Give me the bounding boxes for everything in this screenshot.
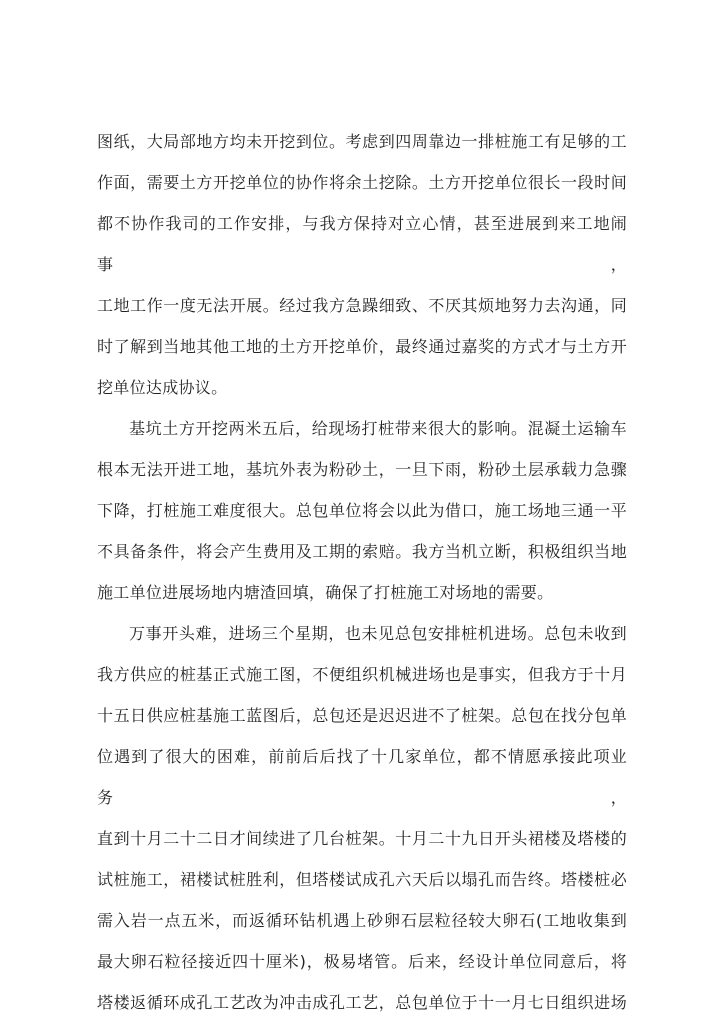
document-page xyxy=(97,121,627,1023)
text-line: 时了解到当地其他工地的土方开挖单价，最终通过嘉奖的方式才与土方开 xyxy=(97,337,627,356)
text-line: 最大卵石粒径接近四十厘米)，极易堵管。后来，经设计单位同意后，将 xyxy=(97,952,627,971)
text-line: 不具备条件，将会产生费用及工期的索赔。我方当机立断，积极组织当地 xyxy=(97,542,627,561)
text-line: 位遇到了很大的困难，前前后后找了十几家单位，都不情愿承接此项业务， xyxy=(97,747,627,807)
text-line: 直到十月二十二日才间续进了几台桩架。十月二十九日开头裙楼及塔楼的 xyxy=(97,829,627,848)
text-line: 十五日供应桩基施工蓝图后，总包还是迟迟进不了桩架。总包在找分包单 xyxy=(97,706,627,725)
text-line: 塔楼返循环成孔工艺改为冲击成孔工艺，总包单位于十一月七日组织进场 xyxy=(97,993,627,1012)
text-line: 我方供应的桩基正式施工图，不便组织机械进场也是事实，但我方于十月 xyxy=(97,665,627,684)
paragraph-1 xyxy=(97,121,627,408)
text-line: 试桩施工，裙楼试桩胜利，但塔楼试成孔六天后以塌孔而告终。塔楼桩必 xyxy=(97,870,627,889)
text-line: 图纸，大局部地方均未开挖到位。考虑到四周靠边一排桩施工有足够的工 xyxy=(97,132,627,151)
text-line: 作面，需要土方开挖单位的协作将余土挖除。土方开挖单位很长一段时间 xyxy=(97,173,627,192)
text-line: 工地工作一度无法开展。经过我方急躁细致、不厌其烦地努力去沟通，同 xyxy=(97,296,627,315)
text-line: 万事开头难，进场三个星期，也未见总包安排桩机进场。总包未收到 xyxy=(129,624,627,643)
paragraph-3 xyxy=(97,613,627,1023)
text-line: 根本无法开进工地，基坑外表为粉砂土，一旦下雨，粉砂土层承载力急骤 xyxy=(97,460,627,479)
text-line: 挖单位达成协议。 xyxy=(97,378,228,397)
text-line: 施工单位进展场地内塘渣回填，确保了打桩施工对场地的需要。 xyxy=(97,583,554,602)
text-line: 下降，打桩施工难度很大。总包单位将会以此为借口，施工场地三通一平 xyxy=(97,501,627,520)
text-line: 都不协作我司的工作安排，与我方保持对立心情，甚至进展到来工地闹事， xyxy=(97,214,627,274)
text-line: 基坑土方开挖两米五后，给现场打桩带来很大的影响。混凝土运输车 xyxy=(129,419,627,438)
paragraph-2 xyxy=(97,408,627,613)
text-line: 需入岩一点五米，而返循环钻机遇上砂卵石层粒径较大卵石(工地收集到 xyxy=(97,911,627,930)
